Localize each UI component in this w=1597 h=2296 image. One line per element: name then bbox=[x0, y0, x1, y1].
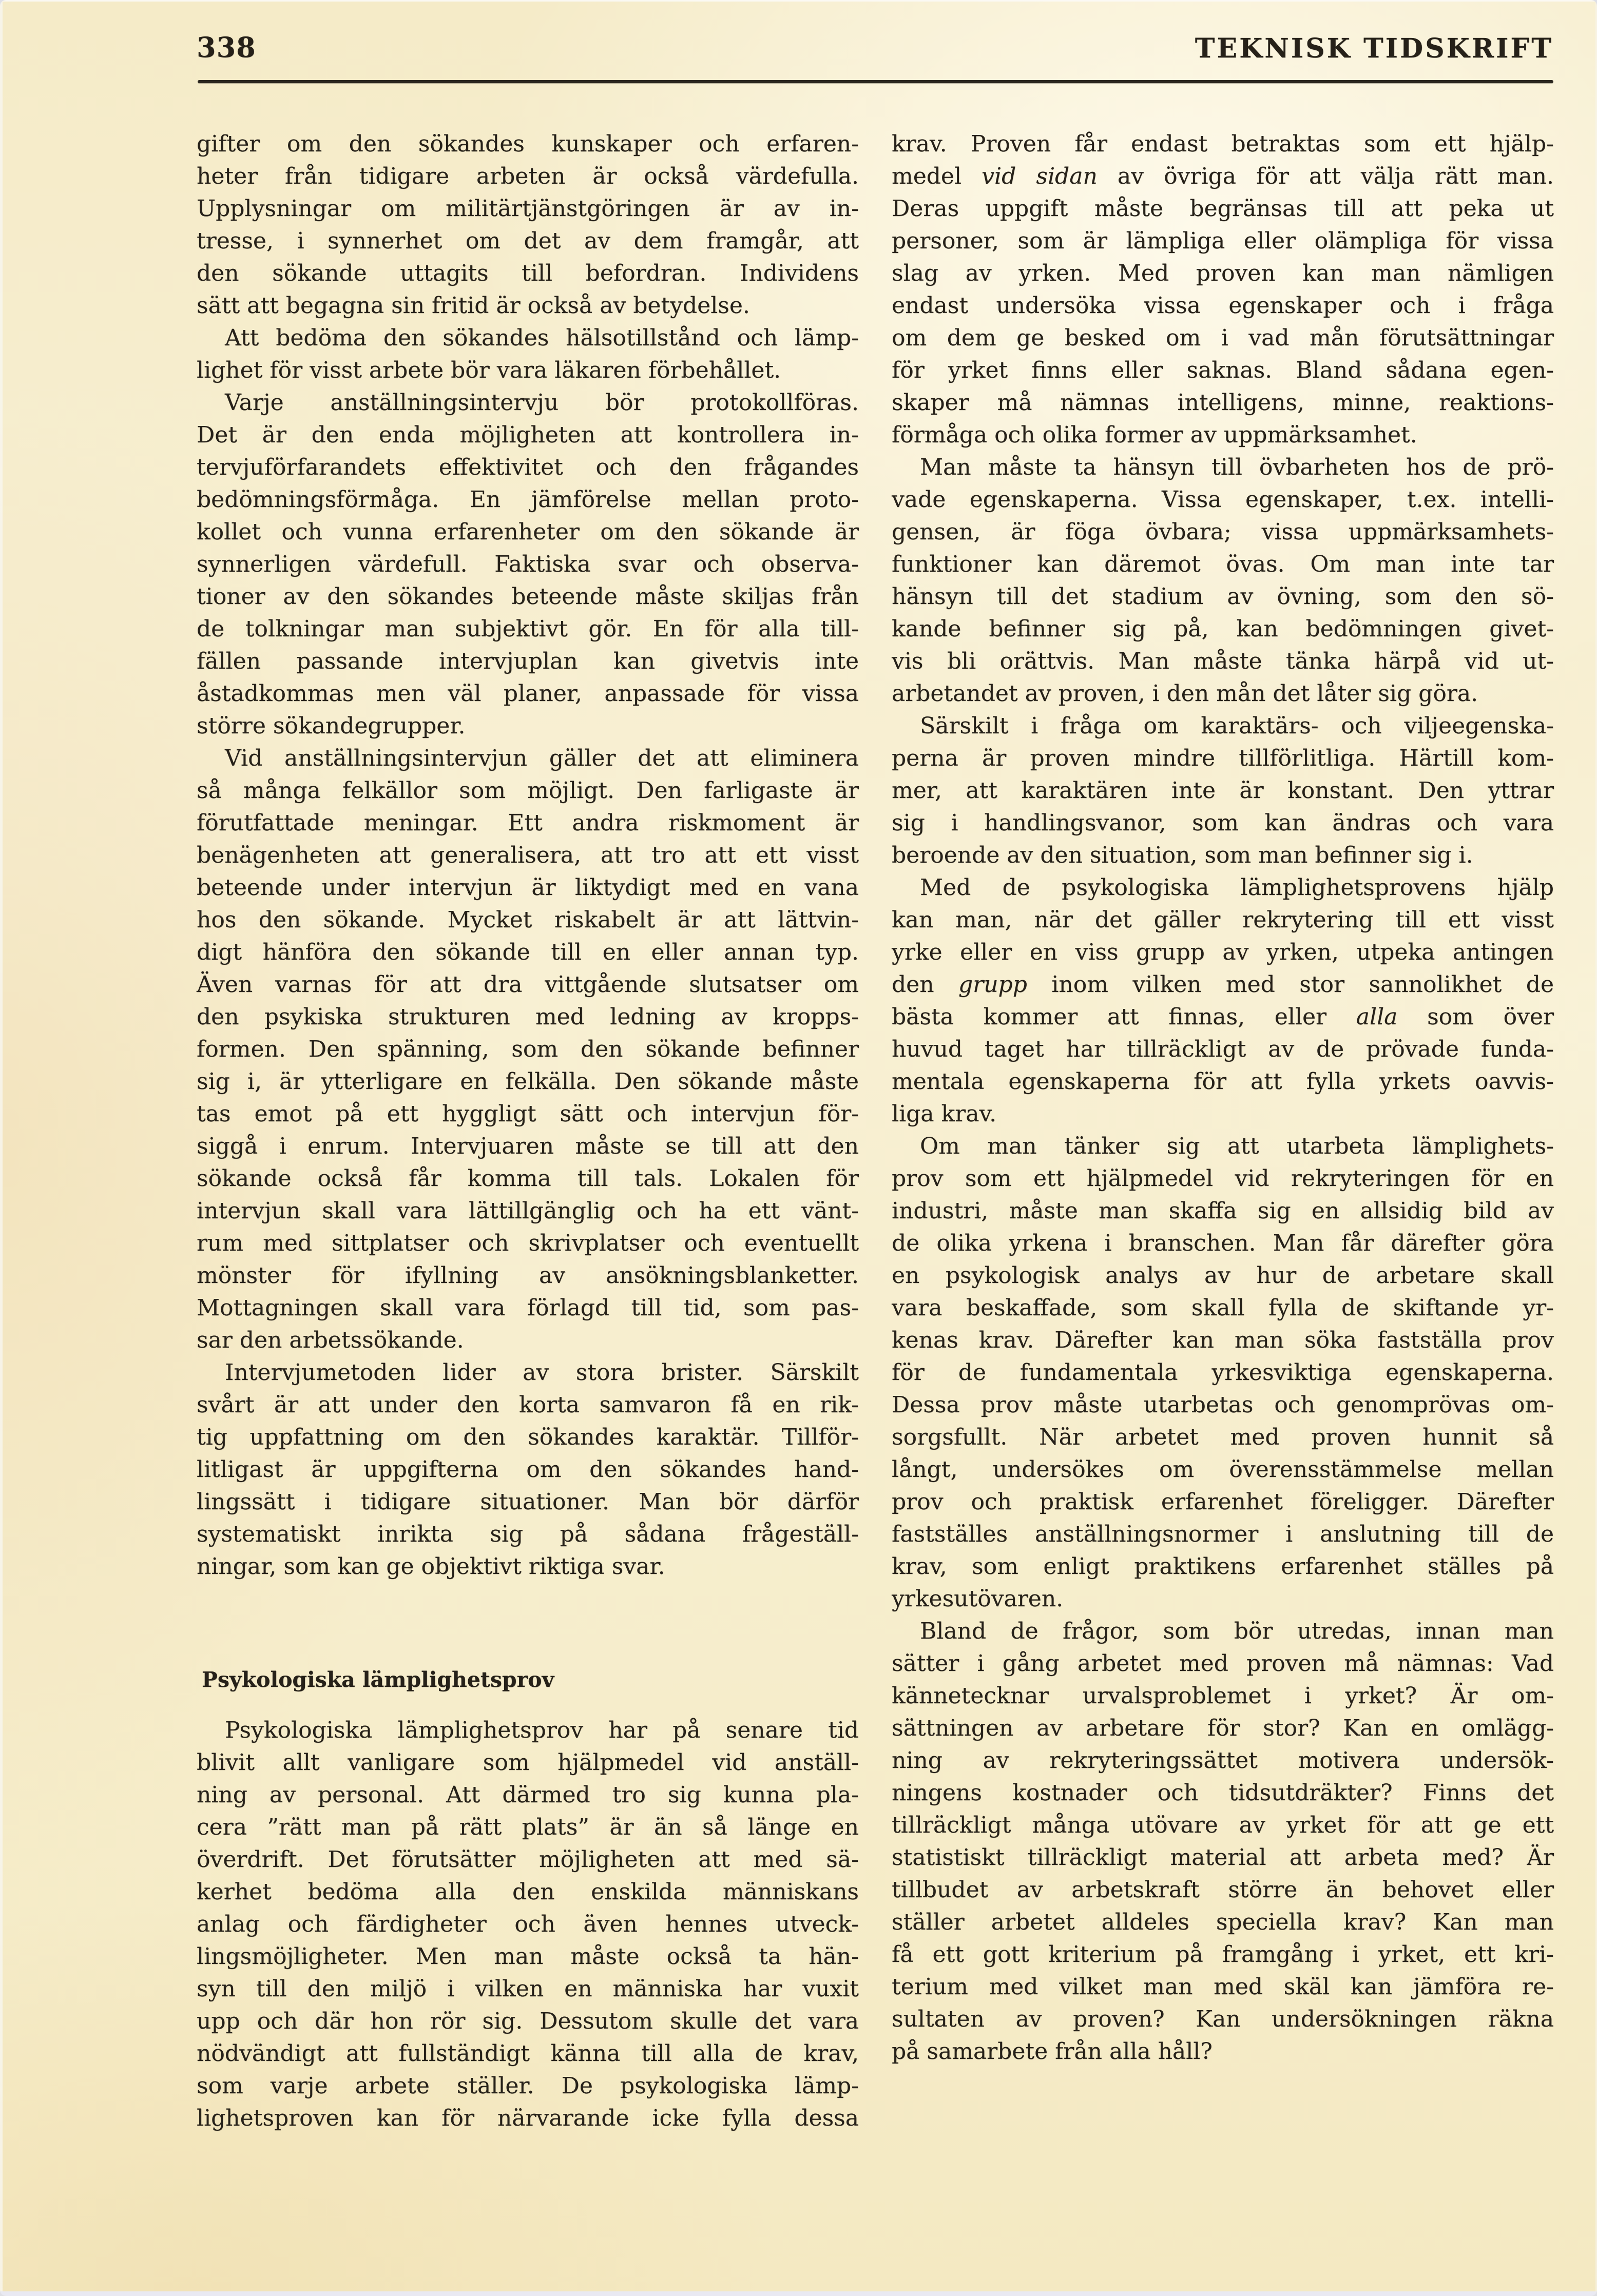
right-column bbox=[892, 128, 1554, 2068]
text-line: tervjuförfarandets effektivitet och den frågandes bbox=[197, 454, 859, 480]
text-line: syn till den miljö i vilken en människa har vuxit bbox=[197, 1976, 859, 2002]
text-line: skaper må nämnas intelligens, minne, reaktions- bbox=[892, 390, 1554, 416]
text-line: långt, undersökes om överensstämmelse mellan bbox=[892, 1456, 1554, 1483]
text-line: slag av yrken. Med proven kan man nämligen bbox=[892, 260, 1554, 286]
text-line: formen. Den spänning, som den sökande befinner bbox=[197, 1036, 859, 1062]
text-line: lighet för visst arbete bör vara läkaren förbehållet. bbox=[197, 357, 781, 383]
text-line: benägenheten att generalisera, att tro att ett visst bbox=[197, 842, 859, 868]
text-line: kan man, när det gäller rekrytering till ett visst bbox=[892, 907, 1554, 933]
text-line: beroende av den situation, som man befinner sig i. bbox=[892, 842, 1473, 868]
text-line: åstadkommas men väl planer, anpassade för vissa bbox=[197, 680, 859, 707]
text-line: vade egenskaperna. Vissa egenskaper, t.ex. intelli- bbox=[892, 487, 1554, 513]
text-line: kande befinner sig på, kan bedömningen givet- bbox=[892, 616, 1554, 642]
text-line: vis bli orättvis. Man måste tänka härpå vid ut- bbox=[892, 648, 1554, 674]
plain-text: inom vilken med stor sannolikhet de bbox=[1027, 971, 1554, 998]
text-line: upp och där hon rör sig. Dessutom skulle det vara bbox=[197, 2008, 859, 2034]
text-line: Mottagningen skall vara förlagd till tid, som pas- bbox=[197, 1295, 859, 1321]
text-line: sorgsfullt. När arbetet med proven hunnit så bbox=[892, 1424, 1554, 1450]
text-line: fastställes anställningsnormer i anslutning till de bbox=[892, 1521, 1554, 1547]
text-line: ningens kostnader och tidsutdräkter? Finns det bbox=[892, 1780, 1554, 1806]
text-line: en psykologisk analys av hur de arbetare skall bbox=[892, 1262, 1554, 1289]
plain-text: den bbox=[892, 971, 958, 998]
text-line: svårt är att under den korta samvaron få en rik- bbox=[197, 1392, 859, 1418]
text-line: mer, att karaktären inte är konstant. Den yttrar bbox=[892, 777, 1554, 804]
text-line: Deras uppgift måste begränsas till att peka ut bbox=[892, 196, 1554, 222]
text-line: tillräckligt många utövare av yrket för att ge ett bbox=[892, 1812, 1554, 1838]
text-line: hos den sökande. Mycket riskabelt är att lättvin- bbox=[197, 907, 859, 933]
text-line: förmåga och olika former av uppmärksamhet. bbox=[892, 422, 1417, 448]
text-line: Man måste ta hänsyn till övbarheten hos de prö- bbox=[920, 454, 1554, 480]
text-line: industri, måste man skaffa sig en allsidig bild av bbox=[892, 1198, 1554, 1224]
text-line: för de fundamentala yrkesviktiga egenskaperna. bbox=[892, 1359, 1554, 1386]
text-line: siggå i enrum. Intervjuaren måste se till att den bbox=[197, 1133, 859, 1159]
text-line: sig i, är ytterligare en felkälla. Den sökande måste bbox=[197, 1068, 859, 1095]
text-line bbox=[892, 968, 1554, 1001]
text-line: få ett gott kriterium på framgång i yrket, ett kri- bbox=[892, 1941, 1554, 1968]
text-line: förutfattade meningar. Ett andra riskmoment är bbox=[197, 810, 859, 836]
paragraph bbox=[892, 1615, 1554, 2068]
text-line: kerhet bedöma alla den enskilda människans bbox=[197, 1879, 859, 1905]
text-line: systematiskt inrikta sig på sådana frågeställ- bbox=[197, 1521, 859, 1547]
italic-text: grupp bbox=[958, 971, 1027, 998]
text-line: sättningen av arbetare för stor? Kan en omlägg- bbox=[892, 1715, 1554, 1741]
text-line: mentala egenskaperna för att fylla yrkets oavvis- bbox=[892, 1068, 1554, 1095]
text-line: funktioner kan däremot övas. Om man inte tar bbox=[892, 551, 1554, 577]
text-line bbox=[892, 1001, 1554, 1033]
text-line: mönster för ifyllning av ansökningsblanketter. bbox=[197, 1262, 859, 1289]
text-line: hänsyn till det stadium av övning, som den sö- bbox=[892, 583, 1554, 610]
plain-text: av övriga för att välja rätt man. bbox=[1097, 163, 1554, 189]
paragraph bbox=[197, 742, 859, 1356]
text-line: Även varnas för att dra vittgående slutsatser om bbox=[197, 971, 859, 998]
text-line: sätter i gång arbetet med proven må nämnas: Vad bbox=[892, 1650, 1554, 1677]
text-line: Med de psykologiska lämplighetsprovens hjälp bbox=[920, 874, 1554, 901]
text-line: Psykologiska lämplighetsprov har på senare tid bbox=[225, 1717, 859, 1743]
text-line: Vid anställningsintervjun gäller det att eliminera bbox=[225, 745, 859, 771]
text-line: krav. Proven får endast betraktas som ett hjälp- bbox=[892, 131, 1554, 157]
text-line: fällen passande intervjuplan kan givetvis inte bbox=[197, 648, 859, 674]
text-line: kollet och vunna erfarenheter om den sökande är bbox=[197, 519, 859, 545]
italic-text: alla bbox=[1356, 1004, 1398, 1030]
plain-text: bästa kommer att finnas, eller bbox=[892, 1004, 1356, 1030]
text-line: kännetecknar urvalsproblemet i yrket? Är om- bbox=[892, 1683, 1554, 1709]
text-line: huvud taget har tillräckligt av de prövade funda- bbox=[892, 1036, 1554, 1062]
text-line: ning av rekryteringssättet motivera undersök- bbox=[892, 1747, 1554, 1774]
text-line: personer, som är lämpliga eller olämpliga för vissa bbox=[892, 228, 1554, 254]
text-line: sultaten av proven? Kan undersökningen räkna bbox=[892, 2006, 1554, 2032]
text-line: Om man tänker sig att utarbeta lämplighets- bbox=[920, 1133, 1554, 1159]
text-line: som varje arbete ställer. De psykologiska lämp- bbox=[197, 2073, 859, 2099]
text-line: statistiskt tillräckligt material att arbeta med? Är bbox=[892, 1844, 1554, 1871]
text-line: Varje anställningsintervju bör protokollföras. bbox=[225, 390, 859, 416]
text-line: nödvändigt att fullständigt känna till alla de krav, bbox=[197, 2040, 859, 2067]
text-line: gifter om den sökandes kunskaper och erfaren- bbox=[197, 131, 859, 157]
text-line: tioner av den sökandes beteende måste skiljas från bbox=[197, 583, 859, 610]
text-line: heter från tidigare arbeten är också värdefulla. bbox=[197, 163, 859, 189]
text-line: anlag och färdigheter och även hennes utveck- bbox=[197, 1911, 859, 1937]
text-line: på samarbete från alla håll? bbox=[892, 2038, 1213, 2065]
text-line: ställer arbetet alldeles speciella krav? Kan man bbox=[892, 1909, 1554, 1935]
text-line: litligast är uppgifterna om den sökandes hand- bbox=[197, 1456, 859, 1483]
text-line: liga krav. bbox=[892, 1101, 997, 1127]
paragraph bbox=[892, 128, 1554, 451]
paragraph bbox=[197, 1356, 859, 1583]
scan-edge-left bbox=[0, 0, 3, 2296]
text-line: Bland de frågor, som bör utredas, innan man bbox=[920, 1618, 1554, 1644]
text-line: cera ”rätt man på rätt plats” är än så länge en bbox=[197, 1814, 859, 1840]
paragraph bbox=[892, 1130, 1554, 1615]
italic-text: vid sidan bbox=[982, 163, 1098, 189]
paragraph bbox=[892, 871, 1554, 1130]
text-line: perna är proven mindre tillförlitliga. Härtill kom- bbox=[892, 745, 1554, 771]
text-line: den psykiska strukturen med ledning av kropps- bbox=[197, 1004, 859, 1030]
text-line: tresse, i synnerhet om det av dem framgår, att bbox=[197, 228, 859, 254]
text-line: bedömningsförmåga. En jämförelse mellan proto- bbox=[197, 487, 859, 513]
text-line: krav, som enligt praktikens erfarenhet ställes på bbox=[892, 1553, 1554, 1580]
text-line: terium med vilket man med skäl kan jämföra re- bbox=[892, 1974, 1554, 2000]
text-line: yrkesutövaren. bbox=[892, 1586, 1064, 1612]
text-line: för yrket finns eller saknas. Bland sådana egen- bbox=[892, 357, 1554, 383]
text-line: Intervjumetoden lider av stora brister. Särskilt bbox=[225, 1359, 859, 1386]
text-line: synnerligen värdefull. Faktiska svar och observa- bbox=[197, 551, 859, 577]
text-line: sig i handlingsvanor, som kan ändras och vara bbox=[892, 810, 1554, 836]
text-line: endast undersöka vissa egenskaper och i fråga bbox=[892, 293, 1554, 319]
text-line: ning av personal. Att därmed tro sig kunna pla- bbox=[197, 1782, 859, 1808]
text-line: sätt att begagna sin fritid är också av betydelse. bbox=[197, 293, 750, 319]
text-line: om dem ge besked om i vad mån förutsättningar bbox=[892, 325, 1554, 351]
text-line: rum med sittplatser och skrivplatser och eventuellt bbox=[197, 1230, 859, 1256]
text-line: större sökandegrupper. bbox=[197, 713, 466, 739]
paragraph bbox=[892, 710, 1554, 871]
text-line: arbetandet av proven, i den mån det låter sig göra. bbox=[892, 680, 1478, 707]
text-line: den sökande uttagits till befordran. Individens bbox=[197, 260, 859, 286]
paragraph bbox=[892, 451, 1554, 710]
text-line: kenas krav. Därefter kan man söka fastställa prov bbox=[892, 1327, 1554, 1353]
text-line: prov och praktisk erfarenhet föreligger. Därefter bbox=[892, 1489, 1554, 1515]
text-line: så många felkällor som möjligt. Den farligaste är bbox=[197, 777, 859, 804]
text-line: sar den arbetssökande. bbox=[197, 1327, 464, 1353]
text-line: Särskilt i fråga om karaktärs- och viljeegenska- bbox=[920, 713, 1554, 739]
paragraph bbox=[197, 322, 859, 386]
text-line: de olika yrkena i branschen. Man får därefter göra bbox=[892, 1230, 1554, 1256]
left-column bbox=[197, 128, 859, 2134]
text-line: sökande också får komma till tals. Lokalen för bbox=[197, 1165, 859, 1192]
header-rule bbox=[198, 80, 1553, 83]
text-line: lingssätt i tidigare situationer. Man bör därför bbox=[197, 1489, 859, 1515]
text-line: tas emot på ett hyggligt sätt och intervjun för- bbox=[197, 1101, 859, 1127]
scan-edge-top bbox=[0, 0, 1597, 2]
page-number: 338 bbox=[197, 31, 256, 64]
paragraph bbox=[197, 128, 859, 322]
paragraph bbox=[197, 386, 859, 742]
text-line: Det är den enda möjligheten att kontrollera in- bbox=[197, 422, 859, 448]
journal-title: TEKNISK TIDSKRIFT bbox=[1195, 33, 1553, 64]
plain-text: medel bbox=[892, 163, 982, 189]
text-line: digt hänföra den sökande till en eller annan typ. bbox=[197, 939, 859, 965]
text-line: tillbudet av arbetskraft större än behovet eller bbox=[892, 1877, 1554, 1903]
text-line: tig uppfattning om den sökandes karaktär. Tillför- bbox=[197, 1424, 859, 1450]
text-line: ningar, som kan ge objektivt riktiga svar. bbox=[197, 1553, 665, 1580]
scan-edge-bottom bbox=[0, 2291, 1597, 2296]
text-line: prov som ett hjälpmedel vid rekryteringen för en bbox=[892, 1165, 1554, 1192]
text-line: Att bedöma den sökandes hälsotillstånd och lämp- bbox=[225, 325, 859, 351]
text-line: blivit allt vanligare som hjälpmedel vid anställ- bbox=[197, 1749, 859, 1776]
text-line: Upplysningar om militärtjänstgöringen är av in- bbox=[197, 196, 859, 222]
text-line: överdrift. Det förutsätter möjligheten att med sä- bbox=[197, 1846, 859, 1873]
text-line bbox=[892, 160, 1554, 192]
plain-text: som över bbox=[1397, 1004, 1554, 1030]
text-line: beteende under intervjun är liktydigt med en vana bbox=[197, 874, 859, 901]
text-line: gensen, är föga övbara; vissa uppmärksamhets- bbox=[892, 519, 1554, 545]
text-line: Dessa prov måste utarbetas och genomprövas om- bbox=[892, 1392, 1554, 1418]
section-heading: Psykologiska lämplighetsprov bbox=[202, 1667, 554, 1692]
text-line: lighetsproven kan för närvarande icke fylla dessa bbox=[197, 2105, 859, 2131]
text-line: intervjun skall vara lättillgänglig och ha ett vänt- bbox=[197, 1198, 859, 1224]
text-line: lingsmöjligheter. Men man måste också ta hän- bbox=[197, 1943, 859, 1970]
paragraph bbox=[197, 1714, 859, 2134]
text-line: yrke eller en viss grupp av yrken, utpeka antingen bbox=[892, 939, 1554, 965]
text-line: de tolkningar man subjektivt gör. En för alla till- bbox=[197, 616, 859, 642]
text-line: vara beskaffade, som skall fylla de skiftande yr- bbox=[892, 1295, 1554, 1321]
